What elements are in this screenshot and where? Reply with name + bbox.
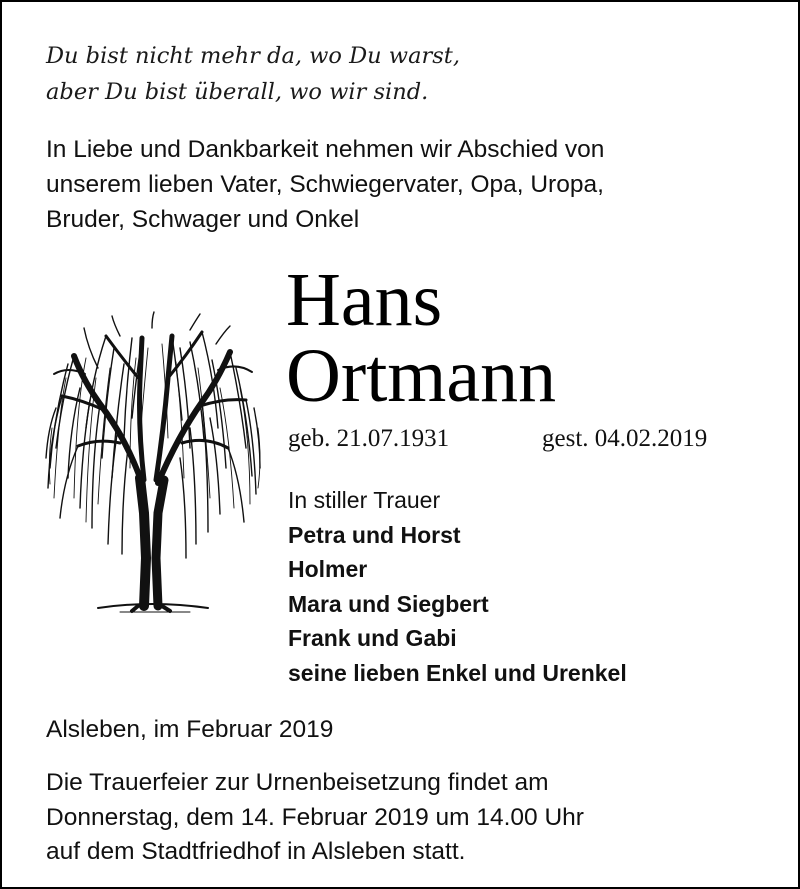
mourner-name: Frank und Gabi [288, 625, 457, 651]
memorial-quote [46, 38, 460, 110]
deceased-first-name: Hans [286, 258, 443, 342]
death-date: gest. 04.02.2019 [542, 425, 708, 452]
mourners-block [288, 483, 627, 690]
deceased-last-name: Ortmann [286, 334, 557, 418]
intro-line-3: Bruder, Schwager und Onkel [46, 206, 360, 233]
ceremony-line-1: Die Trauerfeier zur Urnenbeisetzung findet am [46, 769, 549, 796]
birth-date: geb. 21.07.1931 [288, 425, 450, 452]
ceremony-line-3: auf dem Stadtfriedhof in Alsleben statt. [46, 838, 466, 865]
mourners-heading: In stiller Trauer [288, 487, 441, 513]
place-and-date: Alsleben, im Februar 2019 [46, 716, 334, 743]
ceremony-info [46, 766, 584, 870]
mourner-name: Petra und Horst [288, 521, 461, 548]
mourner-name: seine lieben Enkel und Urenkel [288, 659, 627, 686]
weeping-tree-icon [40, 308, 265, 620]
deceased-name [286, 258, 557, 418]
intro-line-1: In Liebe und Dankbarkeit nehmen wir Abschied von [46, 136, 605, 163]
mourner-name: Holmer [288, 556, 368, 582]
quote-line-1: Du bist nicht mehr da, wo Du warst, [46, 43, 460, 69]
farewell-intro [46, 132, 746, 237]
quote-line-2: aber Du bist überall, wo wir sind. [46, 79, 429, 105]
ceremony-line-2: Donnerstag, dem 14. Februar 2019 um 14.00 Uhr [46, 803, 584, 831]
intro-line-2: unserem lieben Vater, Schwiegervater, Opa, Uropa, [46, 171, 604, 198]
mourner-name: Mara und Siegbert [288, 590, 489, 617]
